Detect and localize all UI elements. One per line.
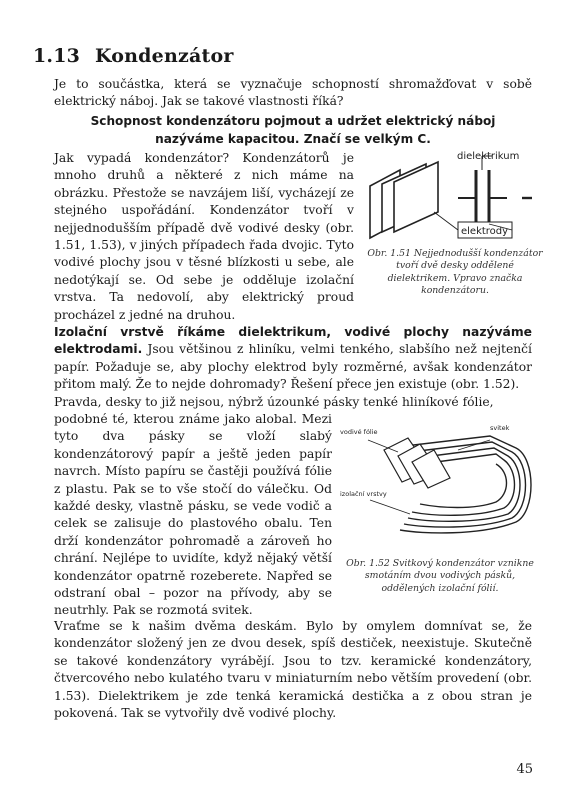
unrolled-strips [384,438,450,488]
paragraph-dielectric [54,324,532,394]
paragraph-foil-intro: Pravda, desky to již nejsou, nýbrž úzounké pásky tenké hliníkové fólie, [54,395,494,409]
page-number: 45 [516,762,533,777]
paragraph-construction: Jak vypadá kondenzátor? Kondenzátorů je mnoho druhů a některé z nich máme na obrázku. Přestože se navzájem liší, vycházejí ze stejného uspořádání. Kondenzátor tvoří v nejjednodušším případě dvě vodivé desky (obr. 1.51, 1.53), v jiných případech řada dvojic. Tyto vodivé plochy jsou v těsné blízkosti u sebe, ale nedotýkají se. Od sebe je odděluje izolační vrstva. Ta nedovolí, aby elektrický proud procházel z jedné na druhou. [54,151,354,322]
paragraph-ceramic: Vraťme se k našim dvěma deskám. Bylo by omylem domnívat se, že kondenzátor složený jen ze dvou desek, spíš destiček, neexistuje. Skutečně se takové kondenzátory vyrábějí. Jsou to tzv. keramické kondenzátory, čtvercového nebo kulatého tvaru v miniaturním nebo větším provedení (obr. 1.53). Dielektrikem je zde tenká keramická destička a z obou stran je pokovená. Tak se vytvořily dvě vodivé plochy. [54,619,532,721]
electrodes-leader-left [434,212,458,230]
figure-1-51-caption: Obr. 1.51 Nejjednodušší kondenzátor tvoří dvě desky oddělené dielektrikem. Vpravo značka kondenzátoru. [367,248,543,297]
label-conductive-foils: vodivé fólie [340,428,378,436]
label-insulating-layers: izolační vrstvy [340,490,387,498]
section-number: 1.13 [33,45,81,67]
intro-paragraph: Je to součástka, která se vyznačuje schopností shromažďovat v sobě elektrický náboj. Jak se takové vlastnosti říká? [54,77,532,109]
capacitor-plates-diagram [364,142,544,242]
figure-1-52 [340,418,540,552]
section-title: Kondenzátor [95,45,234,67]
figure-1-51 [364,142,544,242]
definition-line-2: nazýváme kapacitou. Značí se velkým C. [155,132,431,146]
definition-line-1: Schopnost kondenzátoru pojmout a udržet elektrický náboj [90,114,496,128]
definition-dielectric-electrodes: Izolační vrstvě říkáme dielektrikum, vodivé plochy nazýváme elektrodami. [54,325,532,357]
paragraph-foil-body: podobné té, kterou známe jako alobal. Mezi tyto dva pásky se vloží slabý kondenzátorový papír a ještě jeden papír navrch. Místo papíru se častěji používá fólie z plastu. Pak se to vše stočí do válečku. Od každé desky, vlastně pásku, se vede vodič a celek se zalisuje do plastového obalu. Ten drží kondenzátor pohromadě a zároveň ho chrání. Nejlépe to uvidíte, když nějaký větší kondenzátor opatrně rozeberete. Napřed se odstraní obal – pozor na přívody, aby se neutrhly. Pak se rozmotá svitek. [54,412,332,618]
figure-1-52-caption: Obr. 1.52 Svitkový kondenzátor vznikne smotáním dvou vodivých pásků, oddělených izolační fólií. [346,558,534,594]
section-heading [33,45,234,67]
label-dielectric: dielektrikum [457,151,520,162]
coil-capacitor-diagram [340,418,540,552]
insulating-leader-line [370,500,410,514]
paragraph-dielectric-rest: Jsou většinou z hliníku, velmi tenkého, slabšího než nejtenčí papír. Požaduje se, aby plochy elektrod byly rozměrné, avšak kondenzátor přitom malý. Že to nejde dohromady? Řešení přece jen existuje (obr. 1.52). [54,342,532,392]
label-electrodes: elektrody [461,226,509,237]
label-coil: svitek [490,424,510,432]
